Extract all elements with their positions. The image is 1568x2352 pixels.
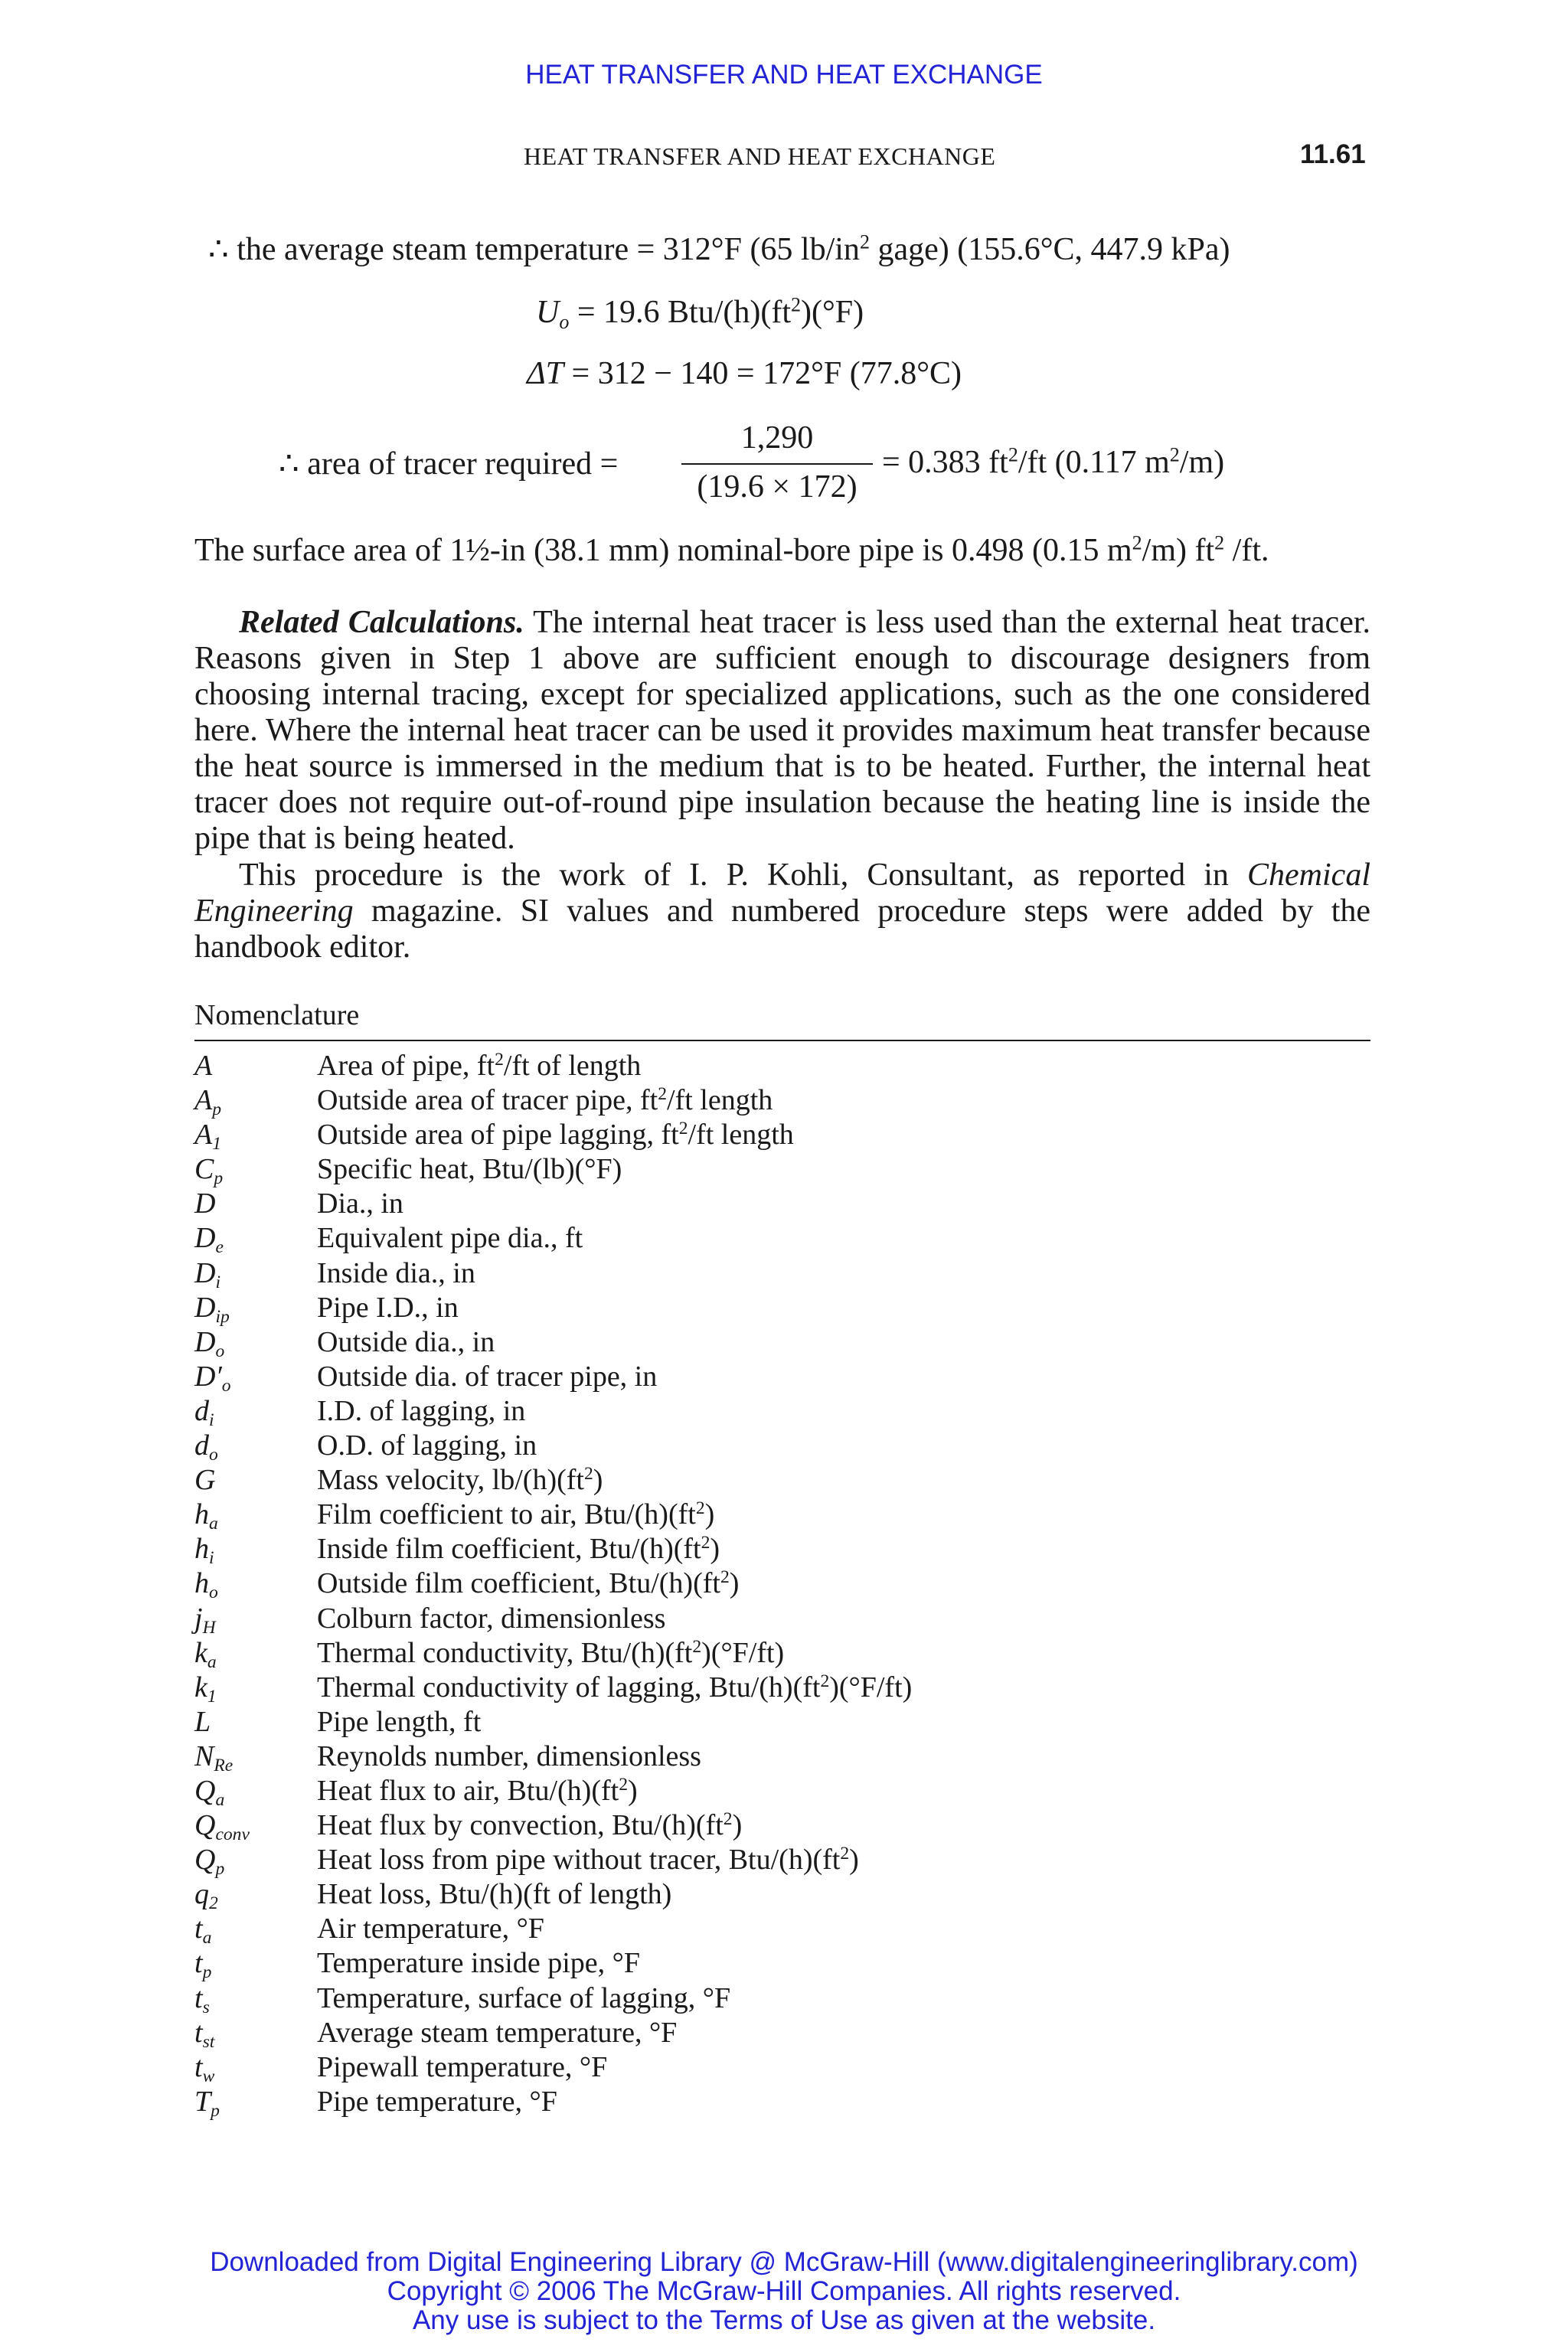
symbol-base: L [194,1705,211,1738]
definition-text: O.D. of lagging, in [317,1429,537,1462]
definition-text: Temperature inside pipe, °F [317,1947,640,1980]
symbol-subscript: st [202,2031,215,2052]
nomenclature-row [194,1049,1370,1083]
footer-line[interactable]: Copyright © 2006 The McGraw-Hill Companies. All rights reserved. [387,2276,1181,2306]
nomenclature-definition [317,1774,638,1808]
nomenclature-definition [317,1843,859,1877]
symbol-base: k [194,1636,207,1669]
nomenclature-row [194,2050,1370,2085]
symbol-base: D [194,1325,216,1358]
equation-area-result [882,444,1224,481]
nomenclature-symbol [194,1877,218,1912]
nomenclature-definition [317,1463,603,1498]
definition-text: Colburn factor, dimensionless [317,1602,666,1635]
nomenclature-row [194,1429,1370,1463]
equation-steam-temperature [208,230,1230,268]
nomenclature-symbol [194,2085,220,2119]
definition-superscript: 2 [723,1809,733,1830]
nomenclature-definition [317,1808,742,1843]
symbol-subscript: p [212,1099,221,1120]
symbol-subscript: a [207,1651,217,1672]
definition-text: Thermal conductivity, Btu/(h)(ft [317,1636,693,1669]
nomenclature-symbol [194,1912,212,1949]
definition-text: Outside area of tracer pipe, ft [317,1084,658,1117]
nomenclature-symbol [194,2050,214,2085]
nomenclature-definition [317,1981,730,2016]
symbol-subscript: ip [215,1306,230,1327]
magazine-title: Chemical Engineering [194,858,1370,929]
nomenclature-symbol [194,1705,211,1740]
nomenclature-definition [317,1877,671,1912]
nomenclature-definition [317,1602,665,1636]
definition-text: Heat loss from pipe without tracer, Btu/(h)(ft [317,1844,841,1877]
nomenclature-symbol [194,1429,218,1463]
symbol-subscript: conv [215,1824,250,1845]
definition-text: Outside film coefficient, Btu/(h)(ft [317,1567,720,1600]
symbol-base: k [194,1671,207,1704]
symbol-base: C [194,1153,214,1186]
nomenclature-symbol [194,2016,214,2050]
definition-text: /ft length [667,1084,773,1117]
nomenclature-symbol [194,1256,220,1291]
nomenclature-definition [317,1325,495,1360]
nomenclature-definition [317,1049,641,1083]
nomenclature-row [194,1808,1370,1843]
nomenclature-definition [317,2050,607,2085]
paragraph-related-calculations [194,605,1370,857]
para-text: magazine. SI values and numbered procedure steps were added by the handbook editor. [194,893,1370,965]
nomenclature-symbol [194,1118,221,1155]
nomenclature-row [194,2016,1370,2050]
nomenclature-symbol [194,1498,218,1532]
definition-text: Pipe length, ft [317,1705,482,1738]
nomenclature-symbol [194,1671,217,1705]
symbol-base: Q [194,1774,216,1807]
symbol-subscript: H [202,1617,216,1638]
definition-text: Mass velocity, lb/(h)(ft [317,1464,584,1497]
nomenclature-row [194,1740,1370,1774]
symbol-base: A [194,1050,213,1082]
nomenclature-row [194,1602,1370,1636]
nomenclature-symbol [194,1566,218,1601]
nomenclature-row [194,1566,1370,1601]
eq-sub: o [559,310,570,333]
symbol-subscript: p [215,1859,225,1880]
definition-text: Pipe temperature, °F [317,2085,557,2118]
nomenclature-definition [317,1740,701,1774]
definition-text: Pipewall temperature, °F [317,2050,608,2083]
symbol-subscript: p [214,1168,224,1189]
fraction-bar [681,463,873,465]
nomenclature-symbol [194,1946,211,1981]
symbol-base: D′ [194,1360,222,1393]
definition-text: Area of pipe, ft [317,1050,495,1082]
symbol-subscript: 1 [212,1134,221,1155]
nomenclature-row [194,1671,1370,1705]
definition-text: ) [732,1809,743,1842]
nomenclature-symbol [194,1774,225,1811]
definition-text: Inside film coefficient, Btu/(h)(ft [317,1533,701,1566]
nomenclature-row [194,1221,1370,1256]
definition-text: ) [627,1774,638,1807]
nomenclature-symbol [194,1808,250,1843]
symbol-base: D [194,1222,216,1255]
eq-text: = 312 − 140 = 172°F (77.8°C) [564,356,962,391]
eq-sup: 2 [791,293,802,316]
equation-area-label: ∴ area of tracer required = [279,446,619,482]
eq-text: ∴ the average steam temperature = 312°F (65 lb/in [208,232,860,267]
nomenclature-symbol [194,1187,215,1221]
equation-delta-t [527,355,962,392]
symbol-subscript: w [202,2066,215,2086]
nomenclature-row [194,1636,1370,1671]
nomenclature-symbol [194,1740,233,1774]
nomenclature-symbol [194,1394,214,1429]
footer-copyright[interactable] [0,2248,1568,2335]
eq-text: = 19.6 Btu/(h)(ft [569,295,792,330]
nomenclature-row [194,1394,1370,1429]
definition-superscript: 2 [701,1533,710,1553]
symbol-subscript: i [209,1548,214,1569]
definition-text: Outside area of pipe lagging, ft [317,1119,679,1152]
nomenclature-definition [317,1912,544,1946]
definition-superscript: 2 [678,1119,688,1139]
nomenclature-symbol [194,1291,230,1325]
nomenclature-definition [317,1256,475,1291]
nomenclature-row [194,1843,1370,1880]
nomenclature-definition [317,1118,794,1152]
definition-text: Outside dia. of tracer pipe, in [317,1360,658,1393]
symbol-base: Q [194,1809,216,1842]
definition-text: Specific heat, Btu/(lb)(°F) [317,1153,622,1186]
symbol-subscript: o [215,1341,225,1361]
definition-superscript: 2 [619,1775,628,1795]
symbol-subscript: o [209,1583,218,1603]
definition-text: Heat flux to air, Btu/(h)(ft [317,1774,619,1807]
nomenclature-definition [317,1498,714,1532]
eq-text: )(°F) [801,295,864,330]
para-text: This procedure is the work of I. P. Kohli, Consultant, as reported in [239,858,1248,893]
equation-overall-coefficient [536,294,864,331]
para-sup: 2 [1214,531,1225,554]
nomenclature-row [194,1118,1370,1155]
nomenclature-definition [317,1187,403,1221]
definition-text: /ft length [688,1119,794,1152]
definition-text: Equivalent pipe dia., ft [317,1222,583,1255]
symbol-subscript: 2 [209,1893,218,1914]
nomenclature-definition [317,1705,481,1740]
nomenclature-list [194,1049,1370,2119]
nomenclature-row [194,1532,1370,1569]
definition-text: )(°F/ft) [701,1636,785,1669]
definition-text: Average steam temperature, °F [317,2016,678,2049]
definition-text: ) [729,1567,740,1600]
definition-superscript: 2 [695,1498,705,1519]
definition-text: Pipe I.D., in [317,1291,459,1324]
nomenclature-symbol [194,1843,225,1880]
nomenclature-row [194,1360,1370,1394]
para-text: /m) ft [1142,533,1215,568]
nomenclature-symbol [194,1636,217,1671]
symbol-base: t [194,2016,203,2049]
eq-sup: 2 [1169,443,1180,466]
definition-superscript: 2 [658,1084,668,1105]
nomenclature-symbol [194,1532,214,1569]
nomenclature-symbol [194,1221,224,1256]
nomenclature-definition [317,2016,677,2050]
fraction-numerator: 1,290 [740,420,814,456]
nomenclature-row [194,1325,1370,1360]
symbol-base: q [194,1878,209,1911]
nomenclature-row [194,1256,1370,1291]
symbol-subscript: Re [214,1755,234,1775]
nomenclature-definition [317,1946,640,1981]
symbol-base: j [194,1602,203,1635]
definition-superscript: 2 [840,1844,850,1864]
nomenclature-symbol [194,1602,216,1636]
definition-text: Temperature, surface of lagging, °F [317,1981,731,2014]
nomenclature-row [194,1291,1370,1325]
symbol-base: h [194,1533,209,1566]
symbol-base: A [194,1119,213,1152]
footer-line[interactable]: Any use is subject to the Terms of Use as given at the website. [412,2305,1156,2335]
symbol-base: D [194,1187,216,1220]
symbol-base: Q [194,1844,216,1877]
para-text: The internal heat tracer is less used than the external heat tracer. Reasons given in Step 1 above are sufficient enough to discourage designers from choosing internal tracing, except for specialized applications, such as the one considered here. Where the internal heat tracer can be used it provides maximum heat transfer because the heat source is immersed in the medium that is to be heated. Further, the internal heat tracer does not require out-of-round pipe insulation because the heating line is inside the pipe that is being heated. [194,605,1371,856]
eq-text: /ft (0.117 m [1018,445,1170,480]
symbol-base: h [194,1567,209,1600]
nomenclature-definition [317,1566,739,1601]
nomenclature-row [194,1152,1370,1187]
symbol-subscript: a [215,1790,225,1811]
definition-text: Heat flux by convection, Btu/(h)(ft [317,1809,724,1842]
section-heading: Related Calculations. [239,605,524,640]
nomenclature-row [194,1946,1370,1981]
definition-text: Film coefficient to air, Btu/(h)(ft [317,1498,696,1531]
definition-superscript: 2 [720,1567,730,1588]
nomenclature-definition [317,1083,773,1118]
nomenclature-row [194,1912,1370,1949]
eq-sup: 2 [1008,443,1018,466]
nomenclature-row [194,1877,1370,1912]
symbol-subscript: o [221,1375,231,1396]
nomenclature-row [194,1774,1370,1811]
symbol-base: t [194,2050,203,2083]
nomenclature-definition [317,1636,784,1671]
nomenclature-row [194,1083,1370,1118]
nomenclature-row [194,1705,1370,1740]
symbol-base: t [194,1947,203,1980]
para-text: /ft. [1224,533,1269,568]
nomenclature-title: Nomenclature [194,999,360,1031]
definition-text: Air temperature, °F [317,1913,544,1945]
footer-line[interactable]: Downloaded from Digital Engineering Library @ McGraw-Hill (www.digitalengineeringlibrary.com) [210,2247,1358,2277]
nomenclature-symbol [194,1152,223,1187]
nomenclature-symbol [194,1981,210,2016]
symbol-subscript: p [211,2100,220,2121]
definition-text: Reynolds number, dimensionless [317,1740,701,1772]
symbol-subscript: 1 [207,1686,217,1707]
definition-superscript: 2 [495,1050,504,1070]
para-sup: 2 [1132,531,1142,554]
nomenclature-row [194,2085,1370,2119]
definition-text: ) [704,1498,715,1531]
symbol-subscript: a [202,1928,212,1949]
symbol-base: h [194,1498,209,1531]
paragraph-surface-area [194,533,1370,569]
para-text: The surface area of 1½-in (38.1 mm) nominal-bore pipe is 0.498 (0.15 m [194,533,1132,568]
definition-text: ) [593,1464,603,1497]
nomenclature-row [194,1463,1370,1498]
definition-text: Inside dia., in [317,1256,475,1289]
nomenclature-row [194,1187,1370,1221]
nomenclature-row [194,1981,1370,2016]
definition-text: ) [710,1533,720,1566]
definition-text: Heat loss, Btu/(h)(ft of length) [317,1878,672,1911]
symbol-base: D [194,1291,216,1324]
nomenclature-definition [317,2085,557,2119]
nomenclature-definition [317,1429,537,1463]
symbol-base: d [194,1429,209,1462]
symbol-subscript: i [209,1410,214,1430]
definition-superscript: 2 [692,1636,702,1657]
eq-symbol: ΔT [527,356,564,391]
symbol-base: d [194,1394,209,1427]
top-banner-link[interactable]: HEAT TRANSFER AND HEAT EXCHANGE [525,60,1043,90]
definition-text: ) [849,1844,859,1877]
nomenclature-symbol [194,1325,224,1360]
nomenclature-symbol [194,1360,231,1394]
symbol-base: G [194,1464,216,1497]
definition-superscript: 2 [820,1671,830,1691]
paragraph-procedure-credit [194,858,1370,965]
symbol-base: t [194,1913,203,1945]
symbol-subscript: o [209,1445,218,1465]
symbol-subscript: a [209,1514,218,1534]
symbol-subscript: i [215,1272,220,1292]
nomenclature-definition [317,1532,720,1566]
running-head: HEAT TRANSFER AND HEAT EXCHANGE [524,142,996,170]
nomenclature-symbol [194,1463,215,1498]
symbol-base: A [194,1084,213,1117]
nomenclature-divider [194,1040,1370,1041]
nomenclature-symbol [194,1049,212,1083]
definition-text: )(°F/ft) [829,1671,913,1704]
nomenclature-row [194,1498,1370,1532]
nomenclature-symbol [194,1083,221,1118]
eq-text: /m) [1179,445,1225,480]
definition-text: Thermal conductivity of lagging, Btu/(h)(ft [317,1671,821,1704]
symbol-base: N [194,1740,214,1772]
definition-text: /ft of length [503,1050,642,1082]
nomenclature-definition [317,1152,622,1187]
nomenclature-definition [317,1360,657,1394]
symbol-base: T [194,2085,211,2118]
symbol-base: D [194,1256,216,1289]
definition-text: I.D. of lagging, in [317,1394,526,1427]
nomenclature-definition [317,1394,525,1429]
nomenclature-definition [317,1671,912,1705]
symbol-subscript: e [215,1237,224,1258]
eq-sup: 2 [859,230,870,253]
eq-text: = 0.383 ft [882,445,1008,480]
symbol-base: t [194,1981,203,2014]
definition-superscript: 2 [583,1464,593,1485]
eq-symbol: U [536,295,560,330]
eq-text: gage) (155.6°C, 447.9 kPa) [869,232,1230,267]
definition-text: Dia., in [317,1187,403,1220]
nomenclature-definition [317,1221,583,1256]
symbol-subscript: p [202,1962,212,1983]
symbol-subscript: s [202,1997,210,2017]
page-number: 11.61 [1300,139,1366,169]
fraction-denominator: (19.6 × 172) [697,469,858,505]
definition-text: Outside dia., in [317,1325,495,1358]
nomenclature-definition [317,1291,459,1325]
